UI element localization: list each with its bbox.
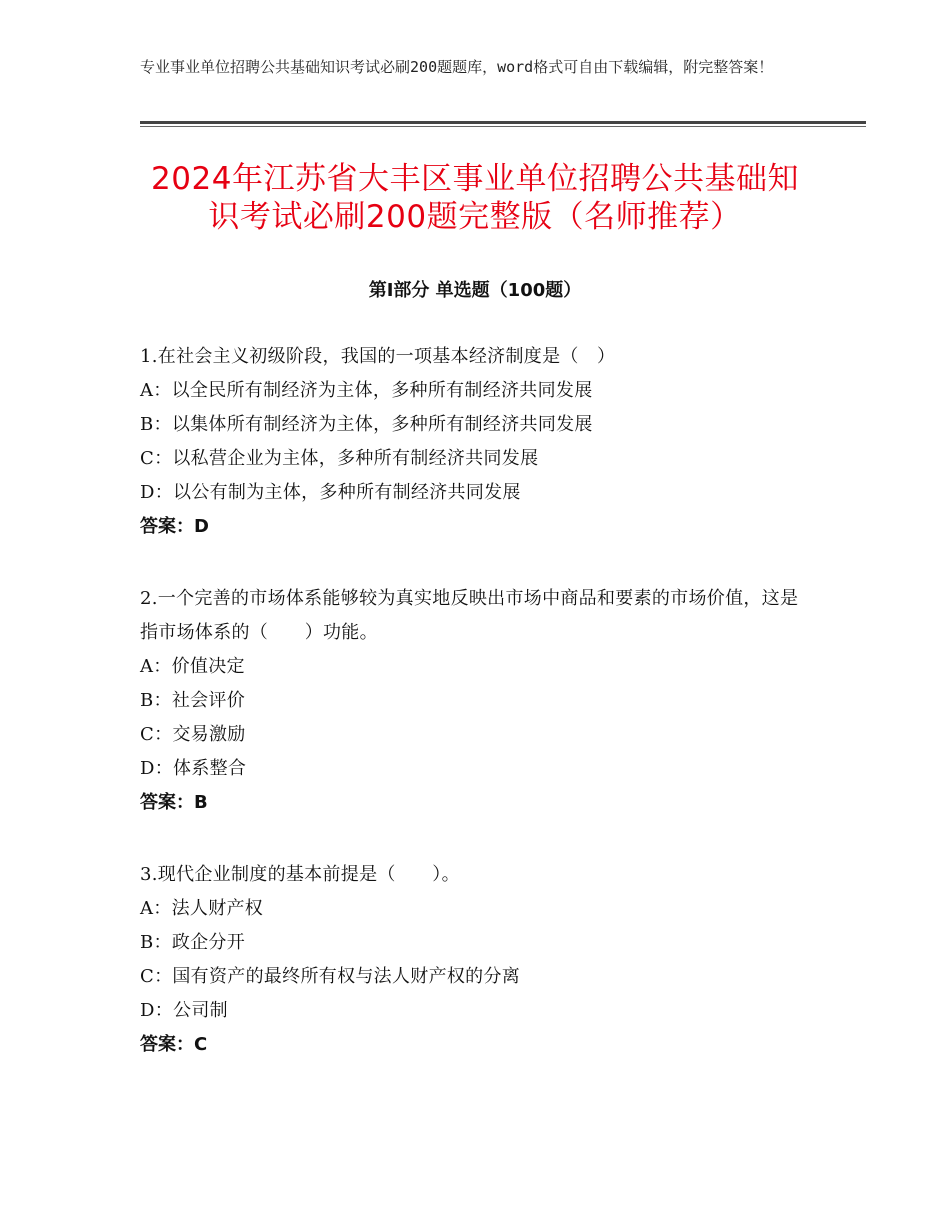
question-stem: 3.现代企业制度的基本前提是（ ）。	[140, 864, 460, 885]
question-stem: 1.在社会主义初级阶段，我国的一项基本经济制度是（ ）	[140, 346, 616, 367]
option-b: B：政企分开	[140, 932, 246, 953]
option-d: D：体系整合	[140, 758, 247, 779]
option-d: D：以公有制为主体，多种所有制经济共同发展	[140, 482, 521, 503]
answer: 答案：B	[140, 792, 208, 813]
option-a: A：法人财产权	[140, 898, 264, 919]
question-list	[140, 340, 810, 1100]
option-c: C：国有资产的最终所有权与法人财产权的分离	[140, 966, 521, 987]
question-3	[140, 858, 810, 1062]
question-stem: 2.一个完善的市场体系能够较为真实地反映出市场中商品和要素的市场价值，这是指市场体系的（ ）功能。	[140, 588, 799, 643]
answer: 答案：D	[140, 516, 209, 537]
option-d: D：公司制	[140, 1000, 228, 1021]
section-title: 第Ⅰ部分 单选题（100题）	[368, 280, 582, 301]
header-rule-thin	[140, 126, 866, 127]
header-note: 专业事业单位招聘公共基础知识考试必刷200题题库，word格式可自由下载编辑，附完整答案！	[140, 58, 774, 76]
option-b: B：以集体所有制经济为主体，多种所有制经济共同发展	[140, 414, 593, 435]
option-a: A：以全民所有制经济为主体，多种所有制经济共同发展	[140, 380, 593, 401]
question-1	[140, 340, 810, 544]
option-b: B：社会评价	[140, 690, 246, 711]
header-rule-thick	[140, 121, 866, 124]
option-c: C：交易激励	[140, 724, 246, 745]
answer: 答案：C	[140, 1034, 208, 1055]
option-c: C：以私营企业为主体，多种所有制经济共同发展	[140, 448, 539, 469]
option-a: A：价值决定	[140, 656, 245, 677]
question-2	[140, 582, 810, 820]
document-title: 2024年江苏省大丰区事业单位招聘公共基础知识考试必刷200题完整版（名师推荐）	[151, 161, 799, 235]
